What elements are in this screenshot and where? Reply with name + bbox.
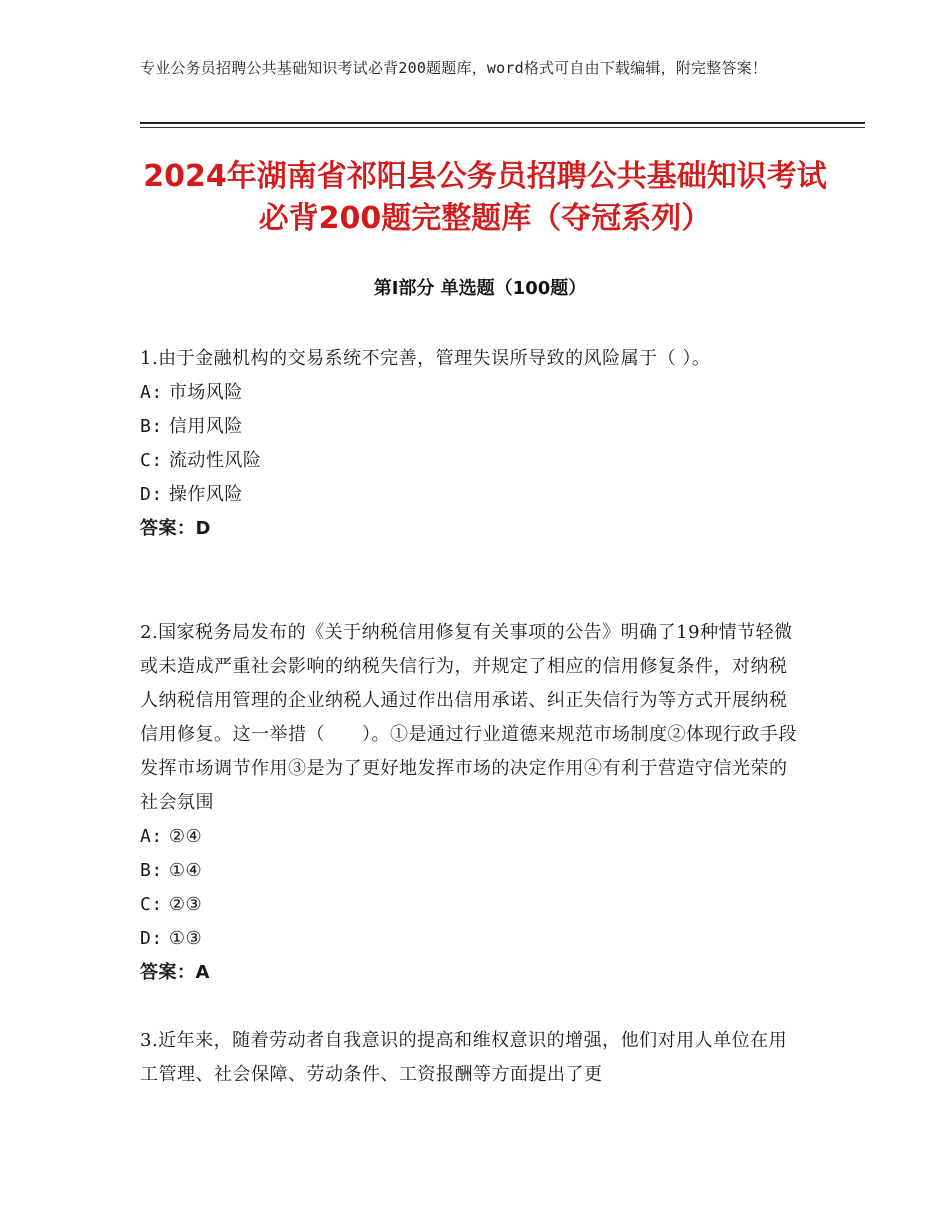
question-stem: 1.由于金融机构的交易系统不完善，管理失误所导致的风险属于（ ）。 <box>140 348 711 369</box>
option-d <box>140 478 800 512</box>
option-letter: D: <box>140 484 163 505</box>
option-letter: D: <box>140 928 163 949</box>
option-text: 操作风险 <box>168 484 243 505</box>
option-text: 流动性风险 <box>168 450 262 471</box>
option-b <box>140 410 800 444</box>
option-letter: B: <box>140 416 163 437</box>
option-d <box>140 922 800 956</box>
option-letter: C: <box>140 450 163 471</box>
option-b <box>140 854 800 888</box>
option-c <box>140 888 800 922</box>
question-1 <box>140 342 800 546</box>
option-text: 市场风险 <box>168 382 243 403</box>
header-divider-thick <box>140 122 865 124</box>
answer-line: 答案：A <box>140 962 210 983</box>
option-text: 信用风险 <box>168 416 243 437</box>
question-stem: 2.国家税务局发布的《关于纳税信用修复有关事项的公告》明确了19种情节轻微或未造成严重社会影响的纳税失信行为，并规定了相应的信用修复条件，对纳税人纳税信用管理的企业纳税人通过作出信用承诺、纠正失信行为等方式开展纳税信用修复。这一举措（ ）。①是通过行业道德来规范市场制度②体现行政手段发挥市场调节作用③是为了更好地发挥市场的决定作用④有利于营造守信光荣的社会氛围 <box>140 622 797 813</box>
header-divider-thin <box>140 127 865 128</box>
question-3 <box>140 1024 800 1092</box>
header-note: 专业公务员招聘公共基础知识考试必背200题题库，word格式可自由下载编辑，附完整答案！ <box>140 59 768 77</box>
option-letter: C: <box>140 894 163 915</box>
answer-line: 答案：D <box>140 518 211 539</box>
question-stem: 3.近年来，随着劳动者自我意识的提高和维权意识的增强，他们对用人单位在用工管理、社会保障、劳动条件、工资报酬等方面提出了更 <box>140 1030 788 1085</box>
option-a <box>140 376 800 410</box>
option-letter: A: <box>140 382 163 403</box>
option-c <box>140 444 800 478</box>
option-text: ②③ <box>168 894 203 915</box>
option-letter: A: <box>140 826 163 847</box>
section-heading: 第Ⅰ部分 单选题（100题） <box>373 278 587 299</box>
question-2 <box>140 616 800 990</box>
option-text: ①③ <box>168 928 203 949</box>
option-letter: B: <box>140 860 163 881</box>
option-a <box>140 820 800 854</box>
document-title: 2024年湖南省祁阳县公务员招聘公共基础知识考试必背200题完整题库（夺冠系列） <box>143 159 827 236</box>
option-text: ②④ <box>168 826 203 847</box>
option-text: ①④ <box>168 860 203 881</box>
